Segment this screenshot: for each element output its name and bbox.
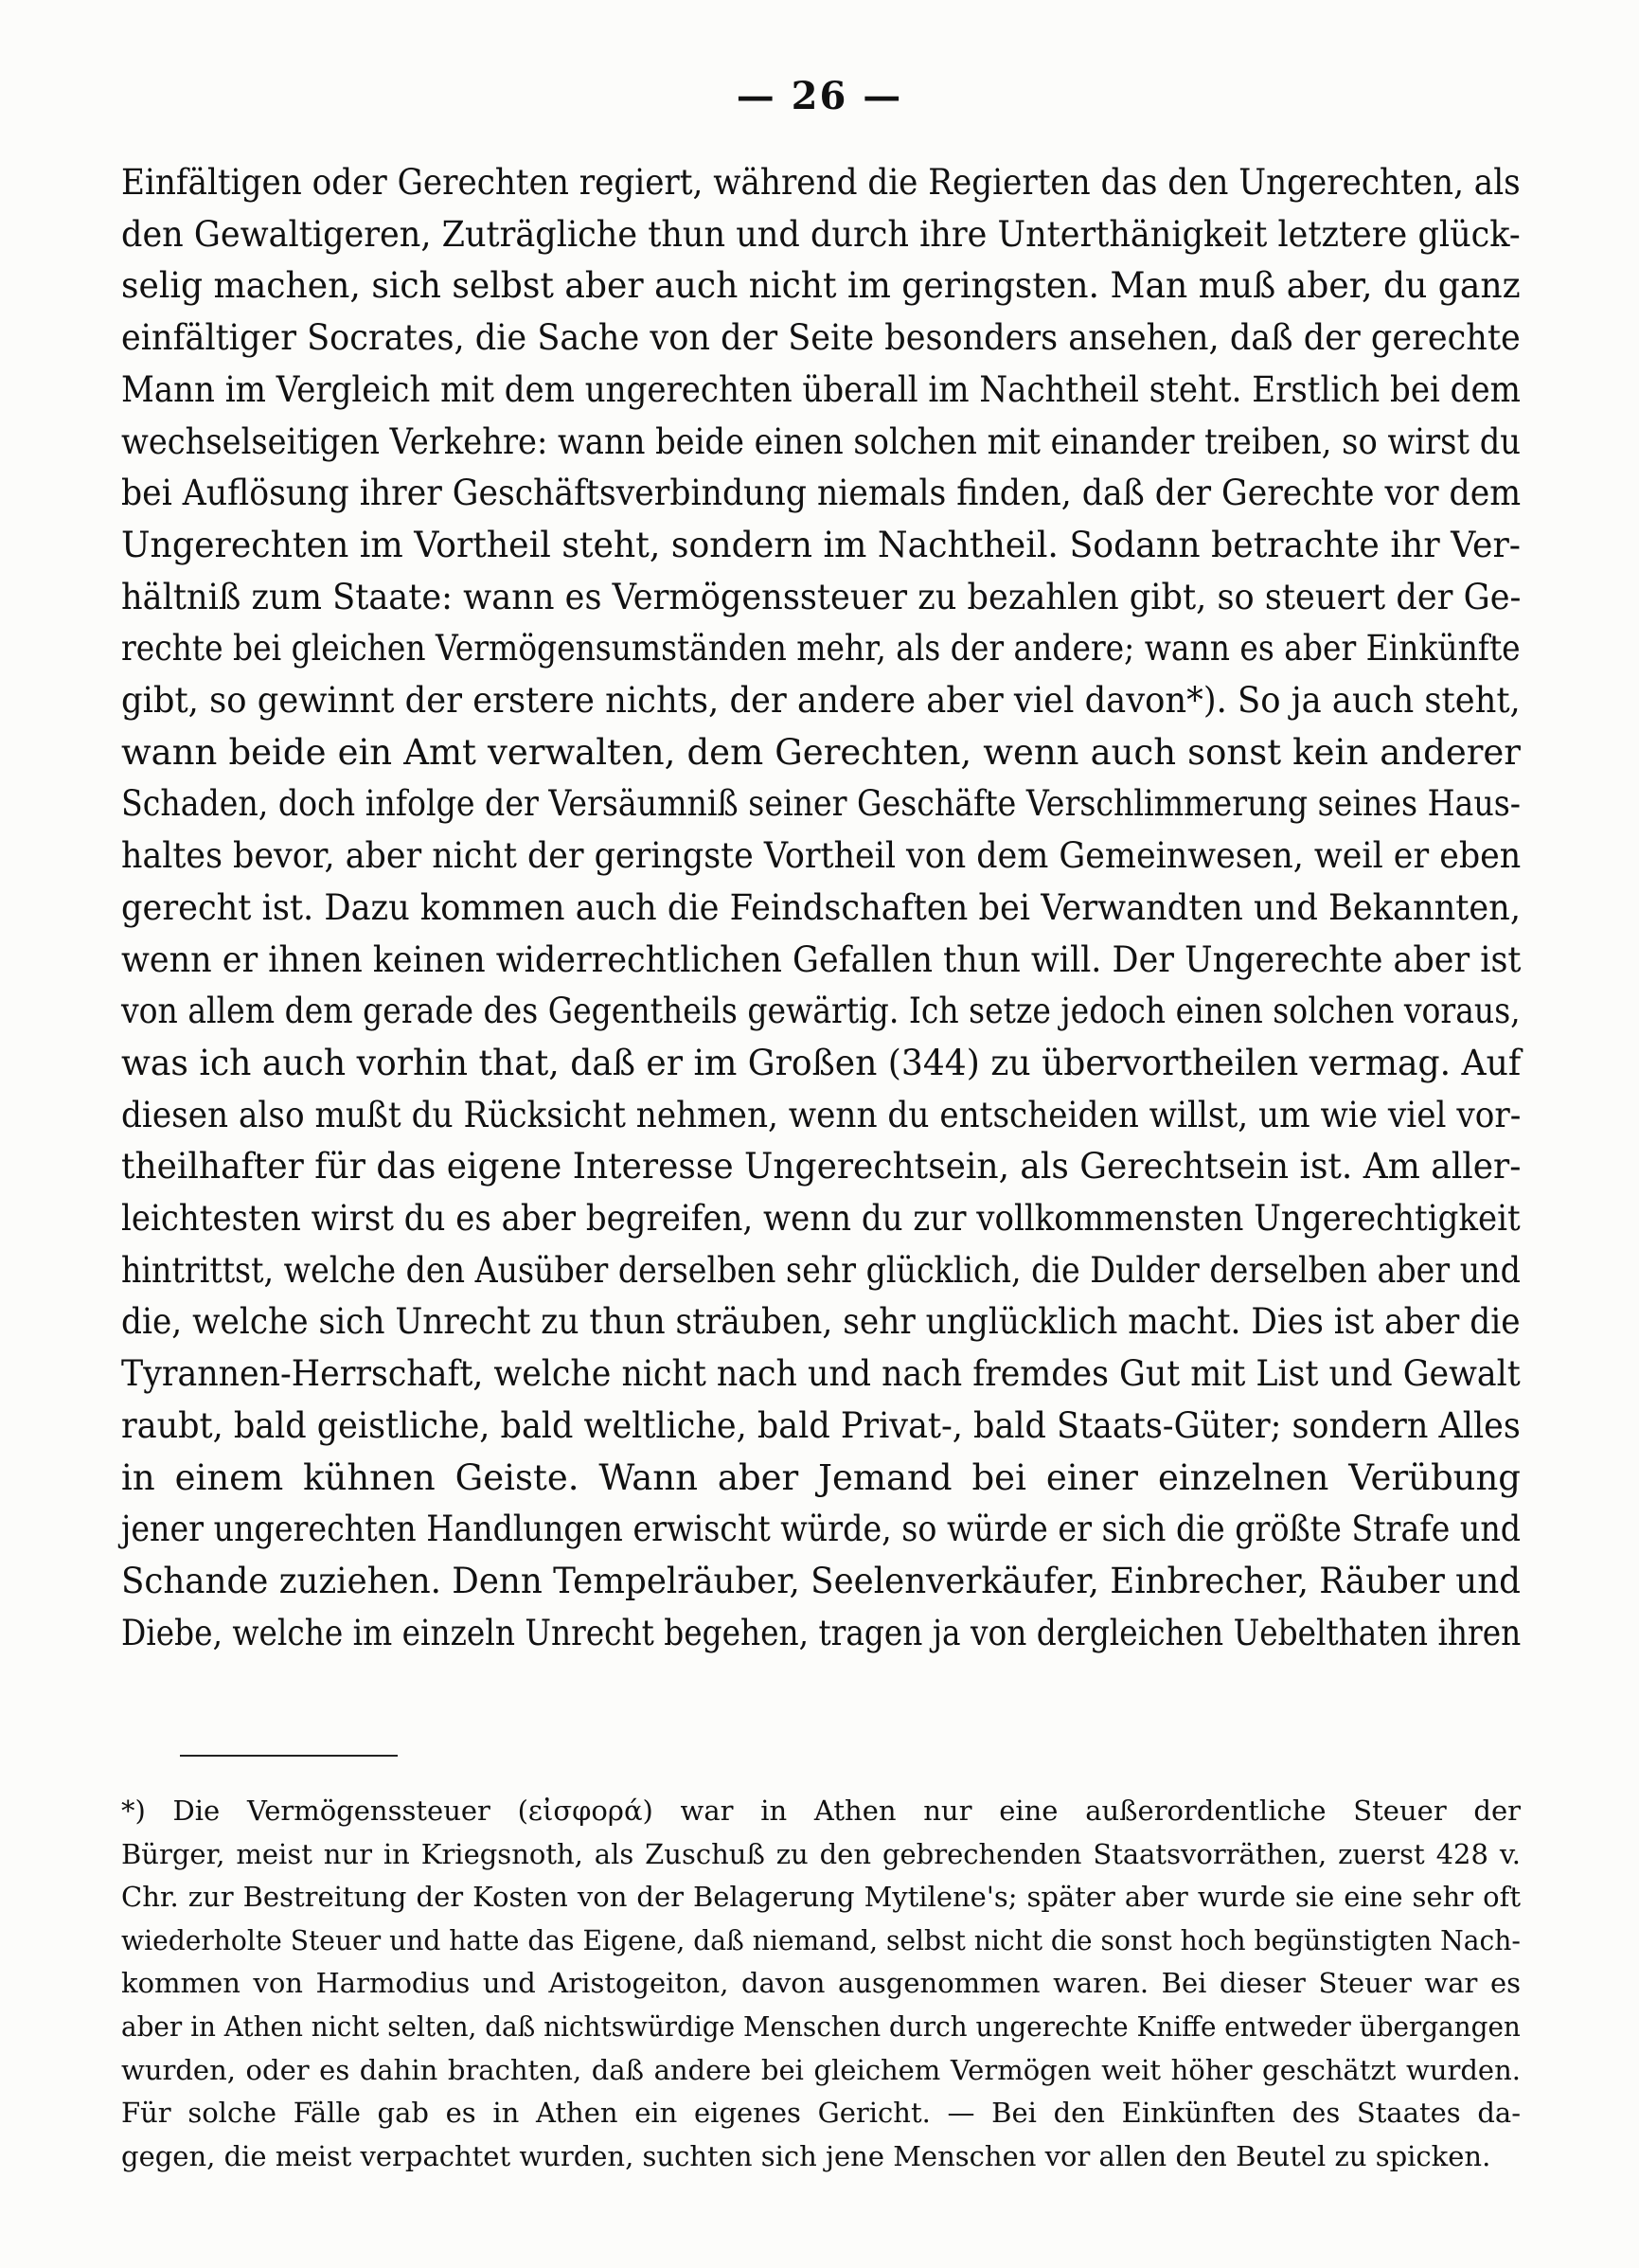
text-line: gibt, so gewinnt der erstere nichts, der andere aber viel davon*). So ja auch steht,: [121, 680, 1521, 722]
footnote-line: Bürger, meist nur in Kriegsnoth, als Zuschuß zu den gebrechenden Staatsvorräthen, zuerst 428 v.: [121, 1837, 1521, 1870]
text-line: was ich auch vorhin that, daß er im Großen (344) zu übervortheilen vermag. Auf: [121, 1042, 1522, 1083]
text-line: haltes bevor, aber nicht der geringste Vortheil von dem Gemeinwesen, weil er eben: [121, 835, 1522, 877]
text-line: leichtesten wirst du es aber begreifen, wenn du zur vollkommensten Ungerechtigkeit: [121, 1198, 1521, 1240]
text-line: hältniß zum Staate: wann es Vermögenssteuer zu bezahlen gibt, so steuert der Ge-: [121, 576, 1522, 617]
text-line: Mann im Vergleich mit dem ungerechten überall im Nachtheil steht. Erstlich bei dem: [121, 368, 1521, 410]
footnote-line: wurden, oder es dahin brachten, daß andere bei gleichem Vermögen weit höher geschätzt wurden.: [121, 2053, 1521, 2086]
text-line: Schande zuziehen. Denn Tempelräuber, Seelenverkäufer, Einbrecher, Räuber und: [121, 1560, 1521, 1601]
text-line: jener ungerechten Handlungen erwischt würde, so würde er sich die größte Strafe und: [121, 1509, 1522, 1550]
text-line: rechte bei gleichen Vermögensumständen mehr, als der andere; wann es aber Einkünfte: [121, 628, 1521, 670]
text-line: wechselseitigen Verkehre: wann beide einen solchen mit einander treiben, so wirst du: [121, 420, 1521, 462]
text-line: Schaden, doch infolge der Versäumniß seiner Geschäfte Verschlimmerung seines Haus-: [121, 783, 1521, 825]
text-line: gerecht ist. Dazu kommen auch die Feindschaften bei Verwandten und Bekannten,: [121, 886, 1522, 928]
text-line: von allem dem gerade des Gegentheils gewärtig. Ich setze jedoch einen solchen voraus,: [121, 991, 1521, 1032]
text-line: Ungerechten im Vortheil steht, sondern im Nachtheil. Sodann betrachte ihr Ver-: [121, 524, 1522, 565]
footnote-line: kommen von Harmodius und Aristogeiton, davon ausgenommen waren. Bei dieser Steuer war es: [121, 1967, 1521, 2000]
footnote-divider: [180, 1755, 398, 1757]
footnote-line: Chr. zur Bestreitung der Kosten von der Belagerung Mytilene's; später aber wurde sie eine sehr oft: [121, 1881, 1521, 1914]
text-line: Einfältigen oder Gerechten regiert, während die Regierten das den Ungerechten, als: [121, 162, 1521, 203]
text-line: diesen also mußt du Rücksicht nehmen, wenn du entscheiden willst, um wie viel vor-: [121, 1094, 1522, 1135]
footnote-line: wiederholte Steuer und hatte das Eigene, daß niemand, selbst nicht die sonst hoch begünstigten Nach-: [121, 1923, 1521, 1956]
page-number: — 26 —: [736, 74, 903, 118]
footnote-line: aber in Athen nicht selten, daß nichtswürdige Menschen durch ungerechte Kniffe entweder übergangen: [121, 2009, 1521, 2043]
text-line: Diebe, welche im einzeln Unrecht begehen, tragen ja von dergleichen Uebelthaten ihren: [121, 1612, 1522, 1653]
text-line: die, welche sich Unrecht zu thun sträuben, sehr unglücklich macht. Dies ist aber die: [121, 1301, 1521, 1343]
text-line: Tyrannen-Herrschaft, welche nicht nach und nach fremdes Gut mit List und Gewalt: [121, 1353, 1521, 1395]
text-line: den Gewaltigeren, Zuträgliche thun und durch ihre Unterthänigkeit letztere glück-: [121, 213, 1521, 255]
text-line: theilhafter für das eigene Interesse Ungerechtsein, als Gerechtsein ist. Am aller-: [121, 1146, 1522, 1188]
text-line: wenn er ihnen keinen widerrechtlichen Gefallen thun will. Der Ungerechte aber ist: [121, 938, 1522, 980]
text-line: in einem kühnen Geiste. Wann aber Jemand bei einer einzelnen Verübung: [121, 1456, 1521, 1498]
footnote: [121, 1790, 1521, 2178]
footnote-line: *) Die Vermögenssteuer (εἰσφορά) war in Athen nur eine außerordentliche Steuer der: [121, 1795, 1521, 1827]
text-line: raubt, bald geistliche, bald weltliche, bald Privat-, bald Staats-Güter; sondern Alles: [121, 1404, 1521, 1446]
text-line: bei Auflösung ihrer Geschäftsverbindung niemals finden, daß der Gerechte vor dem: [121, 473, 1522, 514]
text-line: einfältiger Socrates, die Sache von der Seite besonders ansehen, daß der gerechte: [121, 317, 1521, 359]
text-line: selig machen, sich selbst aber auch nicht im geringsten. Man muß aber, du ganz: [121, 265, 1521, 307]
main-text: [121, 157, 1521, 1659]
footnote-line: gegen, die meist verpachtet wurden, suchten sich jene Menschen vor allen den Beutel zu spicken.: [121, 2139, 1491, 2172]
text-line: hintrittst, welche den Ausüber derselben sehr glücklich, die Dulder derselben aber und: [121, 1249, 1521, 1291]
text-line: wann beide ein Amt verwalten, dem Gerechten, wenn auch sonst kein anderer: [121, 731, 1521, 773]
footnote-line: Für solche Fälle gab es in Athen ein eigenes Gericht. — Bei den Einkünften des Staates da-: [121, 2097, 1521, 2130]
